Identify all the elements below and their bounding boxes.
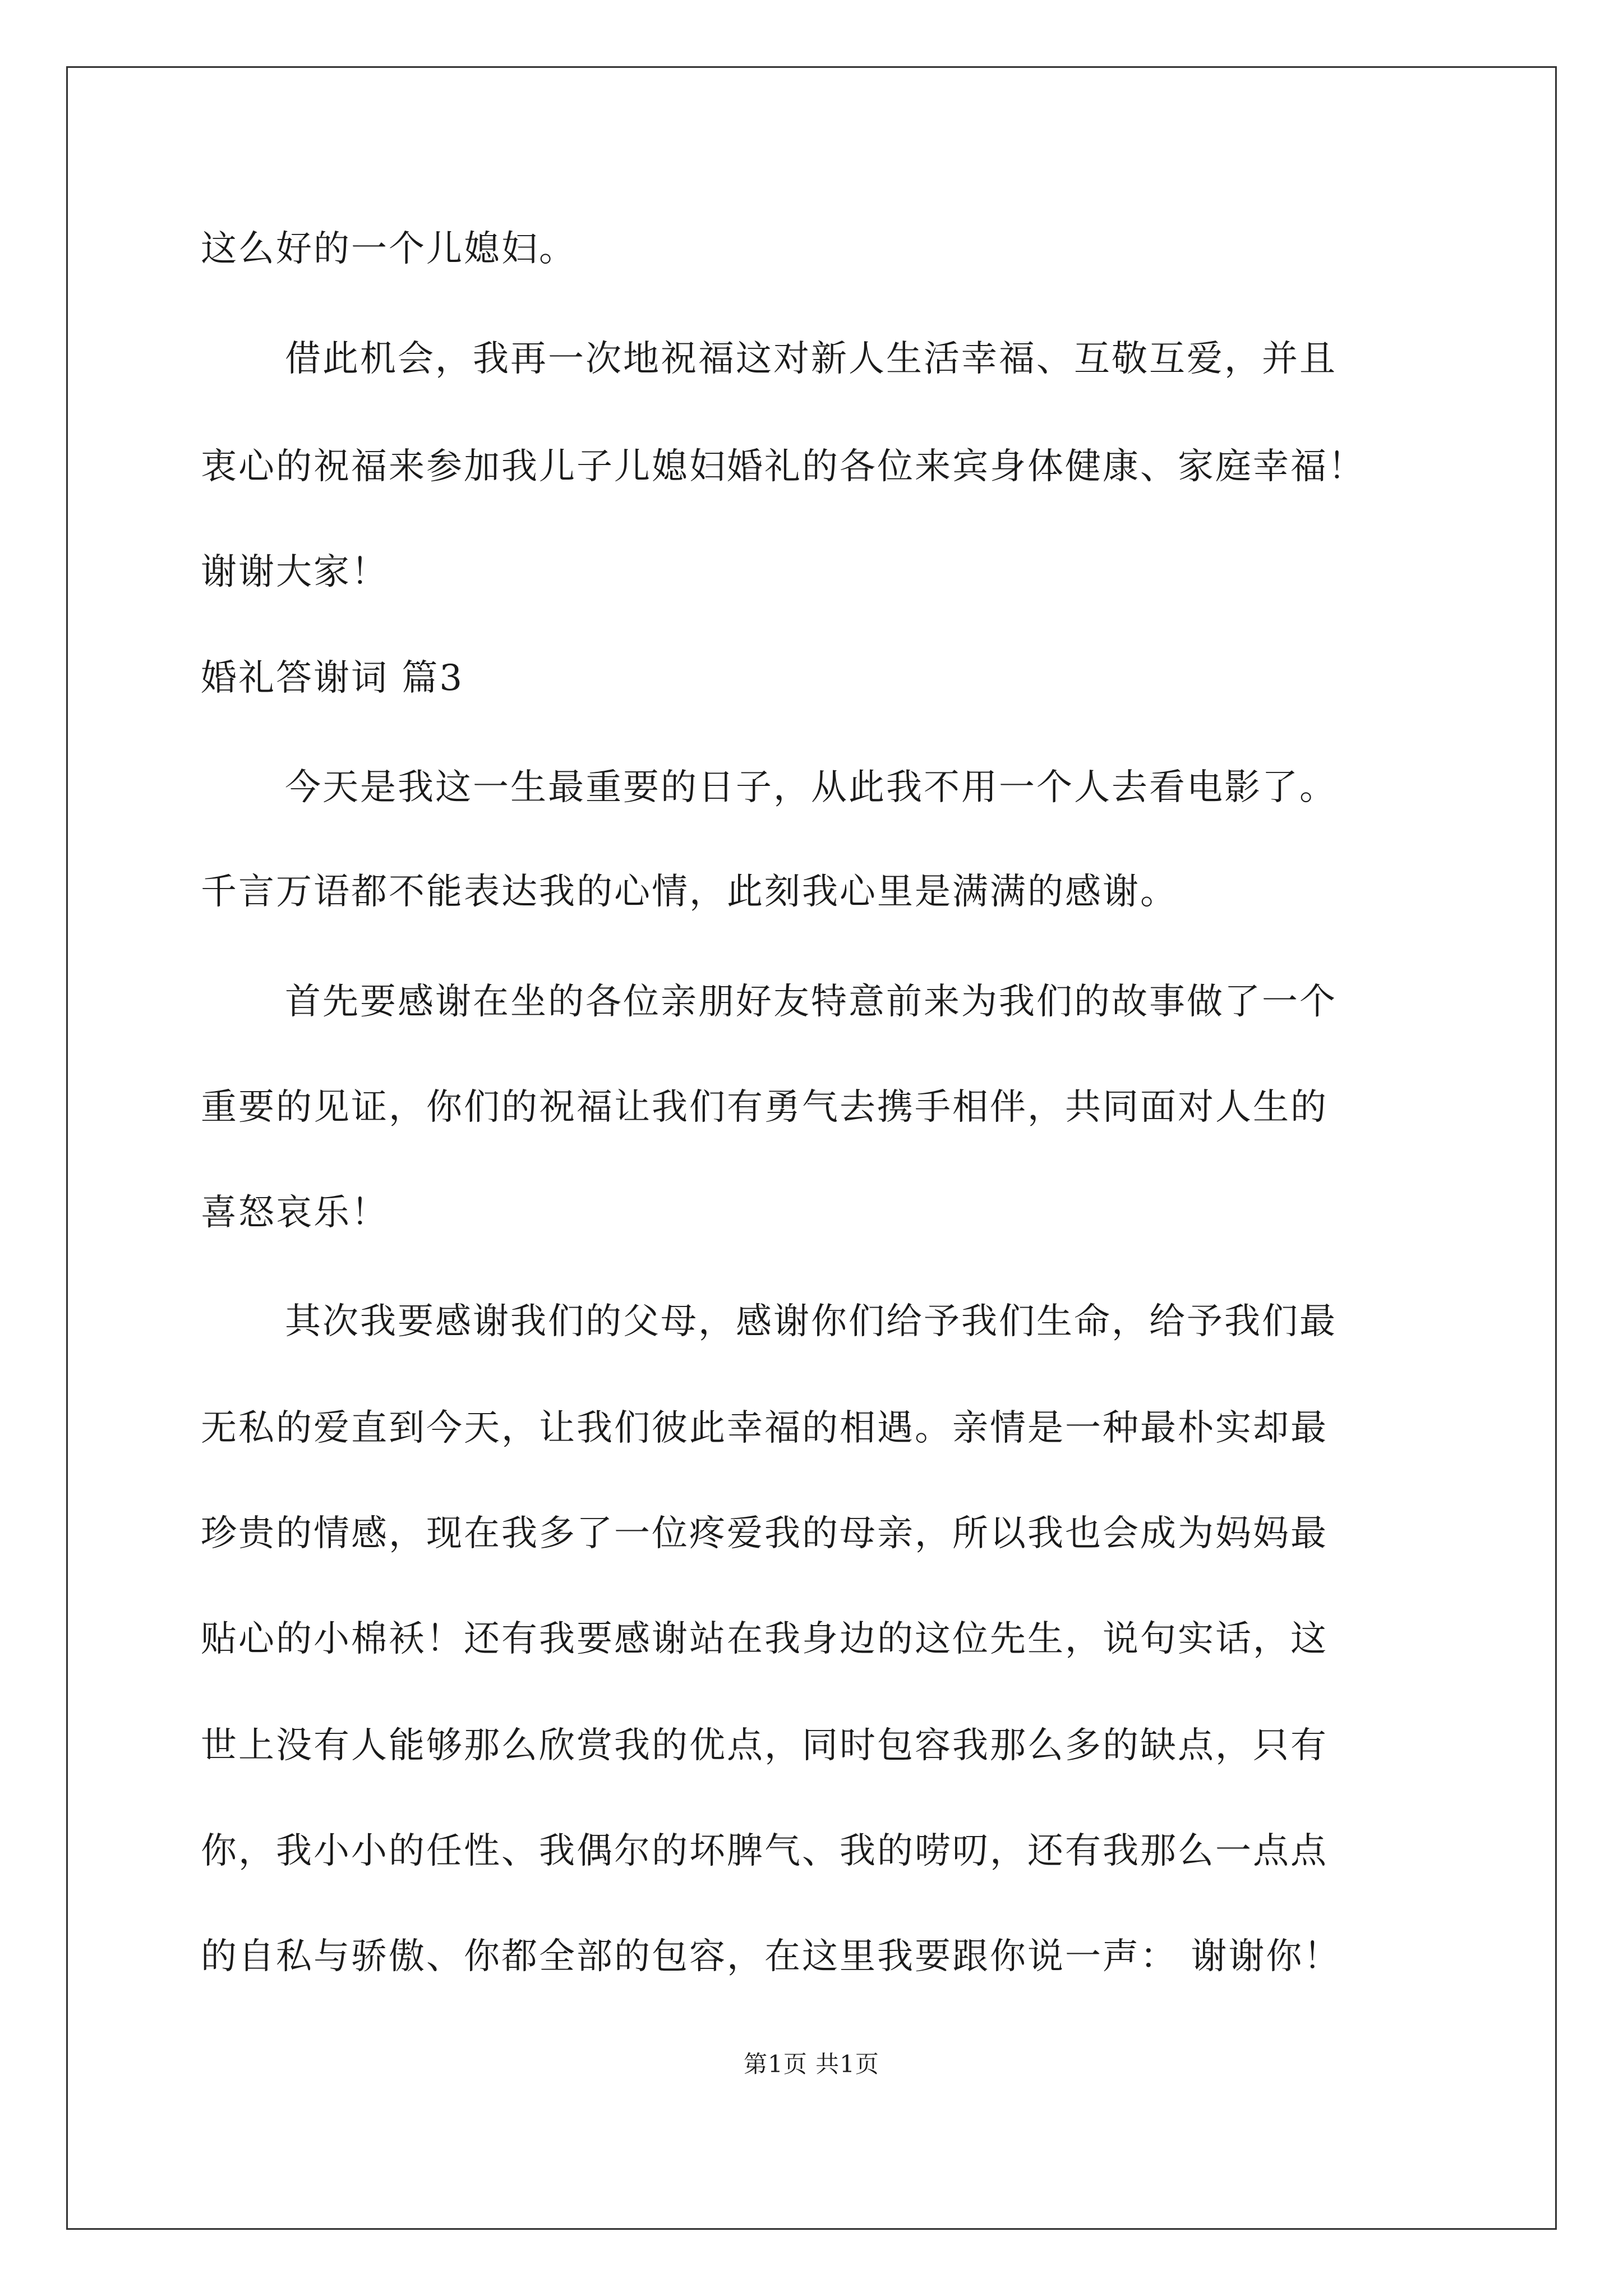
paragraph-line: 这么好的一个儿媳妇。 [201, 228, 577, 270]
paragraph-line: 首先要感谢在坐的各位亲朋好友特意前来为我们的故事做了一个 [285, 981, 1337, 1023]
paragraph-line: 重要的见证，你们的祝福让我们有勇气去携手相伴，共同面对人生的 [201, 1087, 1328, 1128]
paragraph-line: 千言万语都不能表达我的心情，此刻我心里是满满的感谢。 [201, 871, 1178, 913]
paragraph-line: 世上没有人能够那么欣赏我的优点，同时包容我那么多的缺点，只有 [201, 1725, 1328, 1766]
paragraph-line: 借此机会，我再一次地祝福这对新人生活幸福、互敬互爱，并且 [285, 338, 1337, 380]
paragraph-line: 喜怒哀乐！ [201, 1192, 389, 1234]
paragraph-line: 无私的爱直到今天，让我们彼此幸福的相遇。亲情是一种最朴实却最 [201, 1407, 1328, 1449]
paragraph-line: 今天是我这一生最重要的日子，从此我不用一个人去看电影了。 [285, 767, 1337, 808]
paragraph-line: 你，我小小的任性、我偶尔的坏脾气、我的唠叨，还有我那么一点点 [201, 1830, 1328, 1872]
paragraph-line: 贴心的小棉袄！还有我要感谢站在我身边的这位先生，说句实话，这 [201, 1618, 1328, 1660]
paragraph-line: 的自私与骄傲、你都全部的包容，在这里我要跟你说一声： 谢谢你！ [201, 1936, 1341, 1977]
paragraph-line: 谢谢大家！ [201, 551, 389, 593]
paragraph-line: 其次我要感谢我们的父母，感谢你们给予我们生命，给予我们最 [285, 1301, 1337, 1342]
page-border [66, 66, 1557, 2230]
page-indicator: 第1页 共1页 [744, 2050, 879, 2078]
paragraph-line: 衷心的祝福来参加我儿子儿媳妇婚礼的各位来宾身体健康、家庭幸福！ [201, 446, 1366, 487]
section-heading: 婚礼答谢词 篇3 [201, 657, 464, 699]
paragraph-line: 珍贵的情感，现在我多了一位疼爱我的母亲，所以我也会成为妈妈最 [201, 1513, 1328, 1554]
